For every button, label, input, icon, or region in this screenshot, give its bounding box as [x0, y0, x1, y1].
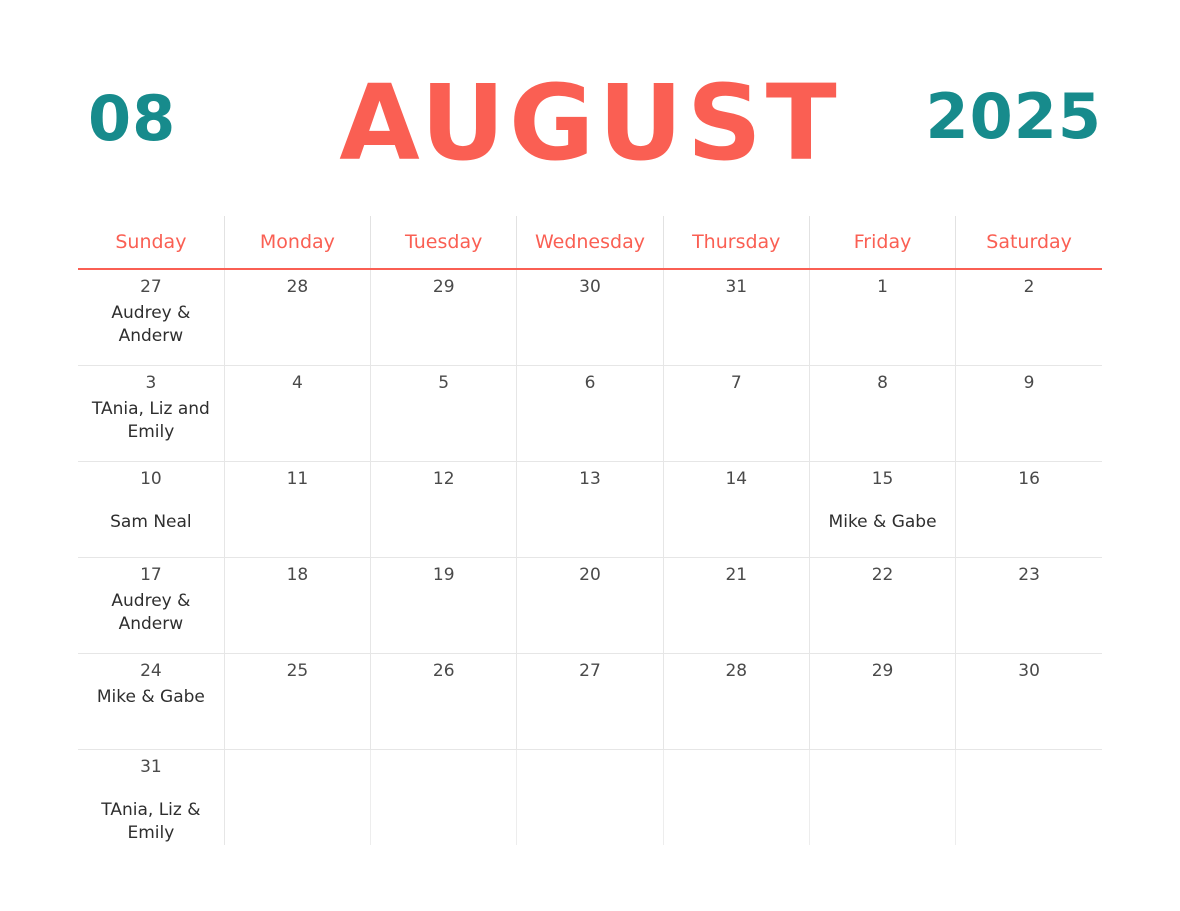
day-number: 8 — [877, 373, 888, 393]
day-number: 25 — [286, 661, 309, 681]
day-number: 14 — [725, 469, 748, 489]
day-number: 4 — [292, 373, 303, 393]
calendar-day-cell[interactable] — [517, 269, 663, 366]
day-event: Audrey & Anderw — [111, 590, 191, 634]
day-number: 27 — [579, 661, 601, 681]
calendar-day-cell[interactable] — [517, 462, 663, 558]
calendar-day-cell[interactable] — [371, 654, 517, 750]
calendar-day-cell[interactable] — [224, 462, 370, 558]
day-number: 20 — [579, 565, 601, 585]
day-event: Sam Neal — [110, 511, 192, 532]
day-number: 29 — [432, 277, 455, 297]
day-number: 28 — [725, 661, 748, 681]
day-number: 27 — [140, 277, 162, 297]
calendar-day-cell[interactable] — [78, 558, 224, 654]
day-event: Mike & Gabe — [96, 686, 205, 707]
calendar-header — [78, 60, 1102, 190]
year-label: 2025 — [925, 80, 1102, 153]
calendar-day-cell[interactable] — [956, 269, 1102, 366]
weekday-header-thursday: Thursday — [663, 216, 809, 269]
calendar-day-cell[interactable] — [663, 462, 809, 558]
calendar-week-row — [78, 462, 1102, 558]
calendar-week-row — [78, 654, 1102, 750]
day-number: 31 — [725, 277, 748, 297]
weekday-header-saturday: Saturday — [956, 216, 1102, 269]
calendar-day-cell[interactable] — [371, 558, 517, 654]
day-number: 24 — [140, 661, 162, 681]
calendar-grid — [78, 216, 1102, 845]
weekday-header-row — [78, 216, 1102, 269]
calendar-day-cell[interactable] — [809, 269, 955, 366]
calendar-day-cell[interactable] — [517, 558, 663, 654]
day-number: 29 — [871, 661, 894, 681]
calendar-day-cell-empty[interactable] — [663, 750, 809, 846]
calendar-day-cell-empty[interactable] — [517, 750, 663, 846]
calendar-day-cell[interactable] — [809, 654, 955, 750]
day-number: 28 — [286, 277, 309, 297]
day-number: 2 — [1023, 277, 1035, 297]
day-number: 19 — [432, 565, 455, 585]
calendar-day-cell[interactable] — [956, 366, 1102, 462]
calendar-day-cell-empty[interactable] — [224, 750, 370, 846]
weekday-header-wednesday: Wednesday — [517, 216, 663, 269]
calendar-day-cell[interactable] — [809, 558, 955, 654]
calendar-day-cell[interactable] — [517, 366, 663, 462]
calendar-day-cell[interactable] — [224, 654, 370, 750]
month-name-title: AUGUST — [339, 62, 841, 184]
day-number: 26 — [432, 661, 455, 681]
month-number: 08 — [88, 82, 177, 155]
day-number: 7 — [730, 373, 742, 393]
day-number: 1 — [877, 277, 888, 297]
calendar-day-cell[interactable] — [78, 269, 224, 366]
day-event: TAnia, Liz and Emily — [91, 398, 210, 442]
calendar-day-cell[interactable] — [956, 558, 1102, 654]
day-event: Audrey & Anderw — [111, 302, 191, 346]
day-number: 11 — [286, 469, 309, 489]
calendar-day-cell[interactable] — [956, 462, 1102, 558]
weekday-header-friday: Friday — [809, 216, 955, 269]
calendar-day-cell[interactable] — [809, 462, 955, 558]
calendar-week-row — [78, 366, 1102, 462]
day-number: 30 — [579, 277, 601, 297]
weekday-header-tuesday: Tuesday — [371, 216, 517, 269]
calendar-day-cell[interactable] — [371, 462, 517, 558]
calendar-day-cell-empty[interactable] — [956, 750, 1102, 846]
calendar-day-cell[interactable] — [371, 269, 517, 366]
day-number: 5 — [438, 373, 450, 393]
calendar-day-cell[interactable] — [663, 654, 809, 750]
calendar-day-cell[interactable] — [663, 558, 809, 654]
day-number: 22 — [871, 565, 894, 585]
day-number: 12 — [432, 469, 455, 489]
calendar-week-row — [78, 269, 1102, 366]
calendar-week-row — [78, 750, 1102, 846]
day-number: 30 — [1018, 661, 1040, 681]
calendar-day-cell[interactable] — [78, 462, 224, 558]
day-event: Mike & Gabe — [828, 511, 937, 532]
day-number: 13 — [579, 469, 601, 489]
calendar-day-cell[interactable] — [78, 654, 224, 750]
calendar-day-cell[interactable] — [809, 366, 955, 462]
day-number: 10 — [140, 469, 162, 489]
calendar-day-cell[interactable] — [517, 654, 663, 750]
weekday-header-sunday: Sunday — [78, 216, 224, 269]
calendar-day-cell[interactable] — [956, 654, 1102, 750]
calendar-day-cell[interactable] — [371, 366, 517, 462]
day-number: 16 — [1018, 469, 1040, 489]
day-number: 18 — [286, 565, 309, 585]
calendar-day-cell[interactable] — [224, 558, 370, 654]
day-number: 9 — [1023, 373, 1035, 393]
calendar-day-cell[interactable] — [663, 366, 809, 462]
calendar-day-cell[interactable] — [224, 269, 370, 366]
calendar-day-cell[interactable] — [78, 366, 224, 462]
day-number: 6 — [584, 373, 596, 393]
calendar-day-cell[interactable] — [78, 750, 224, 846]
calendar-day-cell-empty[interactable] — [809, 750, 955, 846]
day-number: 15 — [871, 469, 894, 489]
day-event: TAnia, Liz & Emily — [101, 799, 201, 843]
day-number: 31 — [140, 757, 162, 777]
day-number: 21 — [725, 565, 748, 585]
calendar-week-row — [78, 558, 1102, 654]
calendar-day-cell[interactable] — [663, 269, 809, 366]
day-number: 23 — [1018, 565, 1040, 585]
weekday-header-monday: Monday — [224, 216, 370, 269]
day-number: 17 — [140, 565, 162, 585]
day-number: 3 — [145, 373, 157, 393]
calendar-day-cell-empty[interactable] — [371, 750, 517, 846]
calendar-day-cell[interactable] — [224, 366, 370, 462]
